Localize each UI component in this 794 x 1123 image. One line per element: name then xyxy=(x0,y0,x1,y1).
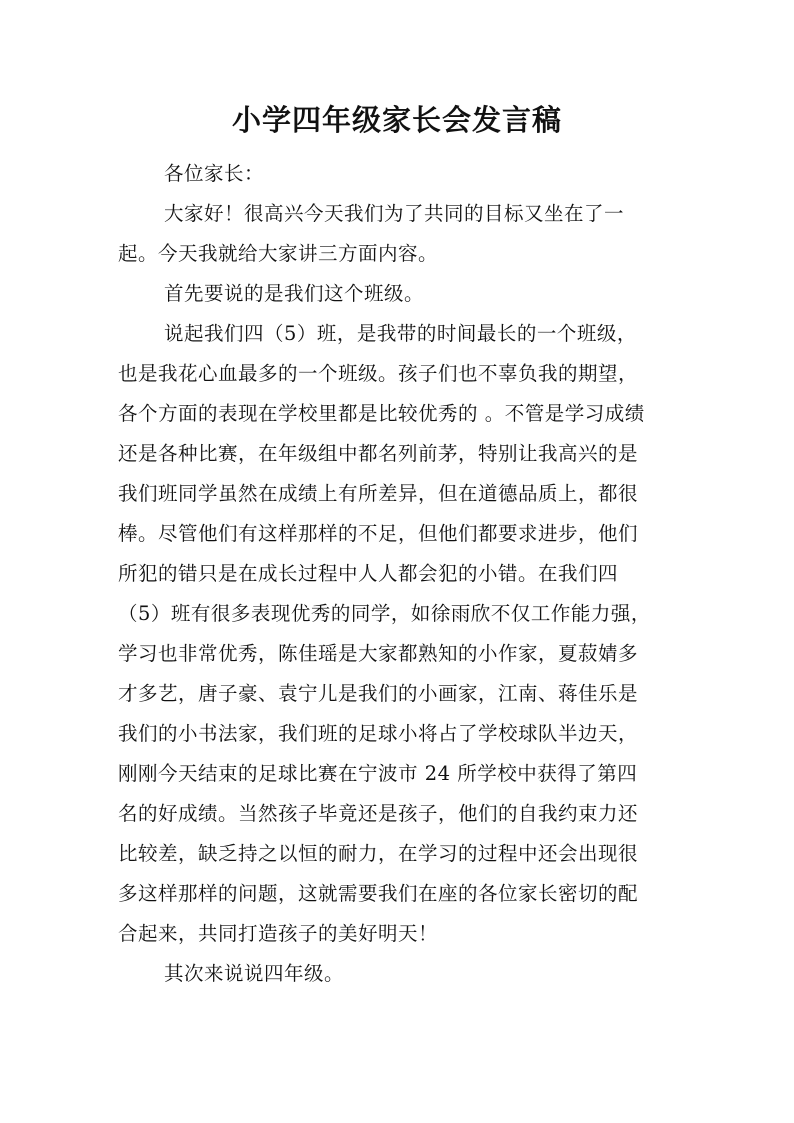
text-line: 才多艺，唐子豪、袁宁儿是我们的小画家，江南、蒋佳乐是 xyxy=(118,682,639,705)
text-line: 还是各种比赛，在年级组中都名列前茅，特别让我高兴的是 xyxy=(118,442,639,465)
text-line: 说起我们四（5）班，是我带的时间最长的一个班级， xyxy=(164,322,637,345)
text-line: 所犯的错只是在成长过程中人人都会犯的小错。在我们四 xyxy=(118,562,619,585)
text-line: 棒。尽管他们有这样那样的不足，但他们都要求进步，他们 xyxy=(118,522,639,545)
text-line: 首先要说的是我们这个班级。 xyxy=(164,282,425,305)
text-line: 也是我花心血最多的一个班级。孩子们也不辜负我的期望， xyxy=(118,362,639,385)
text-line: 我们的小书法家，我们班的足球小将占了学校球队半边天， xyxy=(118,722,639,745)
document-title: 小学四年级家长会发言稿 xyxy=(231,103,562,137)
text-line: 其次来说说四年级。 xyxy=(164,962,345,985)
text-line: 我们班同学虽然在成绩上有所差异，但在道德品质上，都很 xyxy=(118,482,639,505)
text-line: 合起来，共同打造孩子的美好明天！ xyxy=(118,922,439,945)
text-line: 名的好成绩。当然孩子毕竟还是孩子，他们的自我约束力还 xyxy=(118,802,639,825)
text-line: 各位家长： xyxy=(164,162,265,185)
text-line: 各个方面的表现在学校里都是比较优秀的 。不管是学习成绩 xyxy=(118,402,645,425)
document-body xyxy=(118,154,688,994)
text-line: 学习也非常优秀，陈佳瑶是大家都熟知的小作家，夏菽婧多 xyxy=(118,642,639,665)
text-line: 多这样那样的问题，这就需要我们在座的各位家长密切的配 xyxy=(118,882,639,905)
text-line: 比较差，缺乏持之以恒的耐力，在学习的过程中还会出现很 xyxy=(118,842,639,865)
text-line: 起。今天我就给大家讲三方面内容。 xyxy=(118,242,439,265)
text-line: （5）班有很多表现优秀的同学，如徐雨欣不仅工作能力强， xyxy=(118,602,651,625)
text-line: 大家好！很高兴今天我们为了共同的目标又坐在了一 xyxy=(164,202,625,225)
text-line: 刚刚今天结束的足球比赛在宁波市 24 所学校中获得了第四 xyxy=(118,762,638,785)
